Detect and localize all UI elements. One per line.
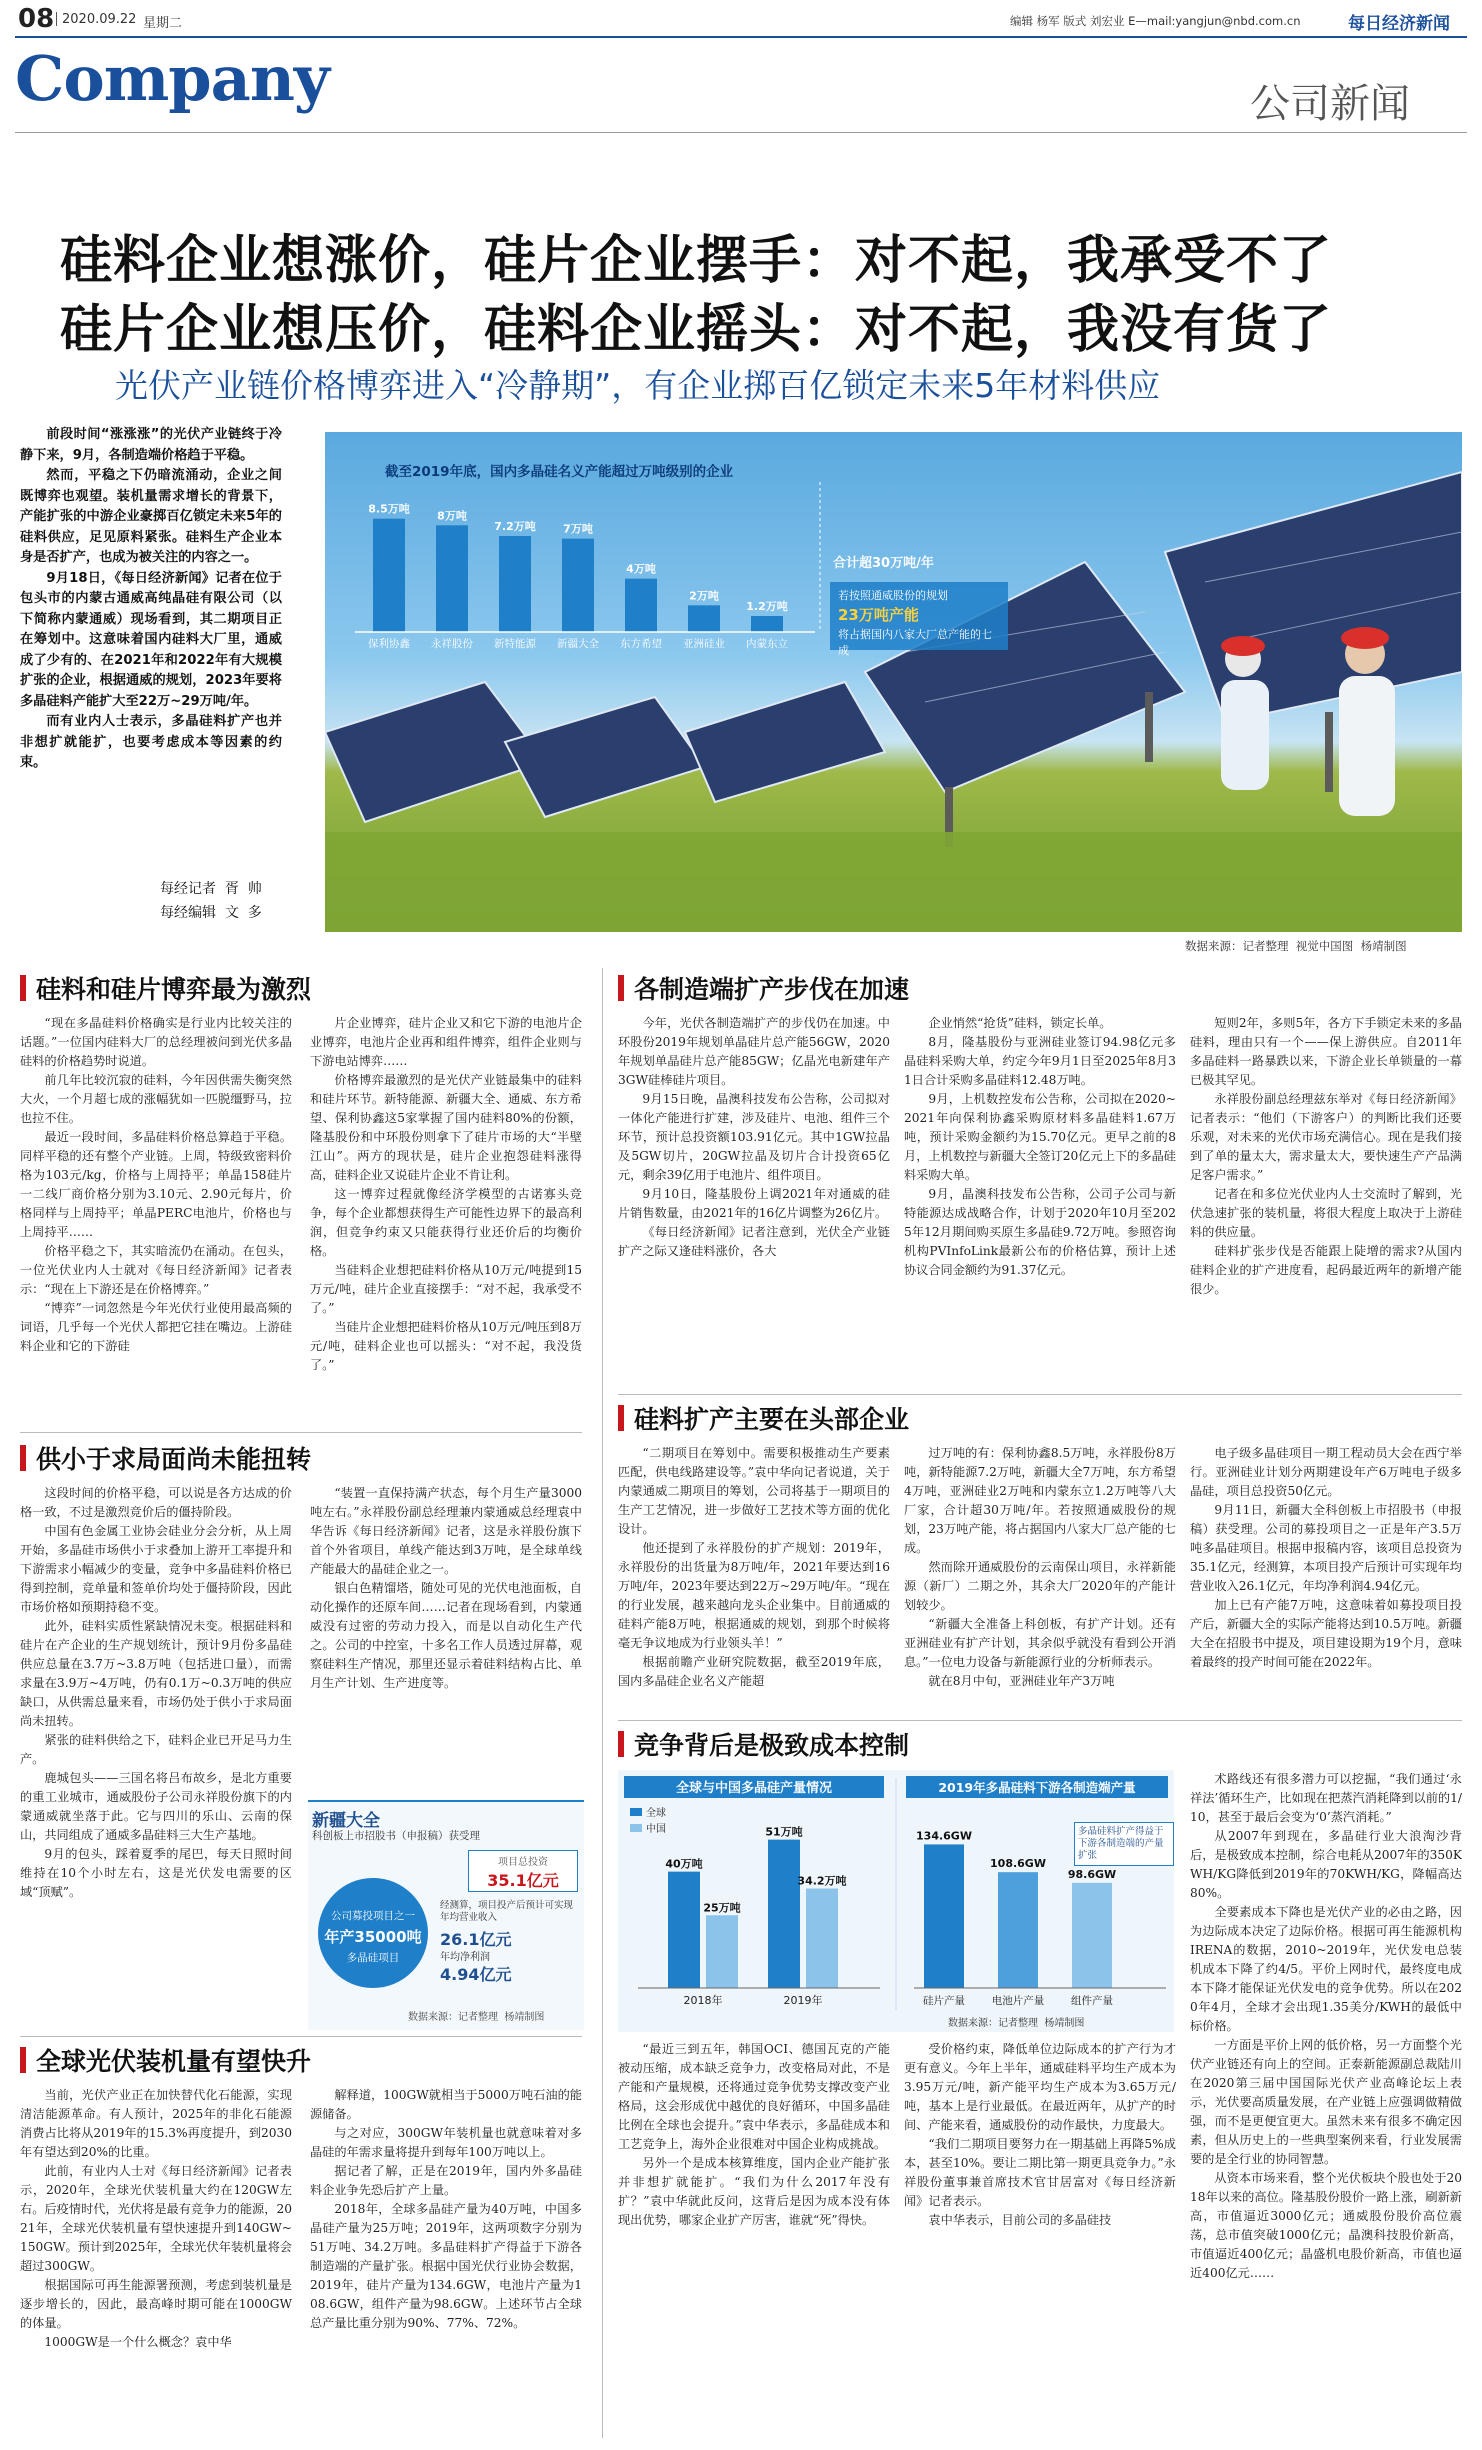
xinjiang-profit-label: 年均净利润 — [440, 1952, 490, 1963]
xinjiang-circle — [318, 1878, 428, 1988]
heading-marker — [618, 975, 624, 1001]
headline-subtitle: 光伏产业链价格博弈进入“冷静期”，有企业掷百亿锁定未来5年材料供应 — [115, 366, 1161, 405]
article-paragraph: “博弈”一词忽然是今年光伏行业使用最高频的词语，几乎每一个光伏人都把它挂在嘴边。上游硅料企业和它的下游硅 — [20, 1301, 292, 1353]
article-paragraph: 9月11日，新疆大全科创板上市招股书（申报稿）获受理。公司的募投项目之一正是年产3.5万吨多晶硅项目。根据申报稿内容，该项目总投资为35.1亿元，经测算，本项目投产后预计可实现年均营业收入26.1亿元，年均净利润4.94亿元。 — [1190, 1503, 1462, 1593]
legend-swatch-china — [630, 1824, 642, 1832]
article-paragraph: 当前，光伏产业正在加快替代化石能源，实现清洁能源革命。有人预计，2025年的非化石能源消费占比将从2019年的15.3%再度提升，到2030年有望达到20%的比重。 — [20, 2088, 292, 2159]
top-chart-plan-line3: 将占据国内八家大厂总产能的七成 — [838, 628, 992, 657]
article-paragraph: 全要素成本下降也是光伏产业的必由之路，因为边际成本决定了边际价格。根据可再生能源机构IRENA的数据，2010~2019年，光伏发电总装机成本下降了约4/5。平价上网时代，最终度电成本下降才能保证光伏发电的竞争优势。所以在2020年4月，全球才会出现1.35美分/KWH的最低中标价格。 — [1190, 1905, 1462, 2033]
chart2-bar — [998, 1872, 1038, 1988]
xinjiang-circle-value: 年产35000吨 — [324, 1928, 422, 1946]
top-chart-total-note: 合计超30万吨/年 — [833, 556, 934, 571]
bottom-charts-panel — [618, 1770, 1174, 2032]
article-paragraph: 从资本市场来看，整个光伏板块个股也处于2018年以来的高位。隆基股份股价一路上涨，刷新新高，市值逼近3000亿元；通威股份股价高位震荡，总市值突破1000亿元；晶澳科技股价新高，市值逼近400亿元；晶盛机电股价新高，市值也逼近400亿元…… — [1190, 2171, 1462, 2280]
top-chart-bar — [499, 536, 531, 632]
xinjiang-subtitle: 科创板上市招股书（申报稿）获受理 — [312, 1830, 480, 1842]
top-chart-category-label: 内蒙东立 — [746, 638, 788, 650]
article-paragraph: 9月，晶澳科技发布公告称，公司子公司与新特能源达成战略合作，计划于2020年10月至2025年12月期间购买原生多晶硅9.72万吨。参照咨询机构PVInfoLink最新公布的价格估算，预计上述协议合同金额约为91.37亿元。 — [904, 1187, 1176, 1277]
xinjiang-profit-value: 4.94亿元 — [440, 1965, 512, 1984]
xinjiang-revenue-label: 经测算，项目投产后预计可实现年均营业收入 — [440, 1900, 574, 1923]
xinjiang-title: 新疆大全 — [312, 1811, 380, 1831]
article-paragraph: 9月的包头，踩着夏季的尾巴，每天日照时间维持在10个小时左右，这是光伏发电需要的区域“顶赋”。 — [20, 1847, 292, 1899]
article-column-2 — [310, 1014, 582, 1422]
article-column-5 — [1190, 1014, 1462, 1384]
article-paragraph: 价格博弈最激烈的是光伏产业链最集中的硅料和硅片环节。新特能源、新疆大全、通威、东方希望、保利协鑫这5家掌握了国内硅料80%的份额，隆基股份和中环股份则拿下了硅片市场的大“半壁江山”。两方的现状是，硅片企业抱怨硅料涨得高，硅料企业又说硅片企业不肯让利。 — [310, 1073, 582, 1182]
top-chart-bar — [562, 539, 594, 632]
article-paragraph: 根据前瞻产业研究院数据，截至2019年底，国内多晶硅企业名义产能超 — [618, 1655, 890, 1688]
top-chart-category-label: 新特能源 — [494, 638, 536, 650]
bottom-charts-note: 多晶硅料扩产得益于下游各制造端的产量扩张 — [1074, 1822, 1174, 1866]
headline-line-2: 硅片企业想压价，硅料企业摇头：对不起，我没有货了 — [60, 300, 1333, 360]
bottom-charts-source: 数据来源：记者整理 杨靖制图 — [948, 2018, 1085, 2029]
article-paragraph: 记者在和多位光伏业内人士交流时了解到，光伏急速扩张的装机量，将很大程度上取决于上游硅料的供应量。 — [1190, 1187, 1462, 1239]
article-paragraph: 电子级多晶硅项目一期工程动员大会在西宁举行。亚洲硅业计划分两期建设年产6万吨电子级多晶硅，项目总投资50亿元。 — [1190, 1446, 1462, 1498]
top-chart-bar — [373, 519, 405, 632]
xinjiang-invest-box — [468, 1850, 578, 1892]
article-paragraph: 一方面是平价上网的低价格，另一方面整个光伏产业链还有向上的空间。正泰新能源副总裁陆川在2020第三届中国国际光伏产业高峰论坛上表示，光伏要高质量发展，在产业链上应强调做精做强，而不是更便宜更大。虽然未来有很多不确定因素，但从历史上的一些典型案例来看，行业发展需要的是全行业的协同智慧。 — [1190, 2038, 1462, 2166]
article-paragraph: 鹿城包头——三国名将吕布故乡，是北方重要的重工业城市，通威股份子公司永祥股份旗下的内蒙通威就坐落于此。它与四川的乐山、云南的保山，共同组成了通威多晶硅料三大生产基地。 — [20, 1771, 292, 1842]
lead-text — [20, 425, 282, 774]
top-chart-category-label: 亚洲硅业 — [683, 638, 725, 650]
section-title: 各制造端扩产步伐在加速 — [634, 975, 910, 1004]
lead-paragraph: 前段时间“涨涨涨”的光伏产业链终于冷静下来，9月，各制造端价格趋于平稳。 — [20, 427, 282, 463]
article-paragraph: 短则2年，多则5年，各方下手锁定未来的多晶硅料，理由只有一个——保上游供应。自2011年多晶硅料一路暴跌以来，下游企业长单锁量的一幕已极其罕见。 — [1190, 1016, 1462, 1087]
article-paragraph: 最近一段时间，多晶硅料价格总算趋于平稳。同样平稳的还有整个产业链。上周，特级致密料价格为103元/kg，价格与上周持平；单晶158硅片一二线厂商价格分别为3.10元、2.90元每片，价格同样与上周持平；单晶PERC电池片，价格也与上周持平…… — [20, 1130, 292, 1239]
chart1-value-label: 25万吨 — [703, 1901, 741, 1915]
chart2-bar — [924, 1844, 964, 1988]
article-paragraph: 中国有色金属工业协会硅业分会分析，从上周开始，多晶硅市场供小于求叠加上游开工率提升和下游需求小幅减少的变量，竞争中多晶硅料价格已得到控制，竞单量和签单价均处于僵持阶段，因此市场价格如预期持稳不变。 — [20, 1524, 292, 1614]
lead-paragraph: 然而，平稳之下仍暗流涌动，企业之间既博弈也观望。装机量需求增长的背景下，产能扩张的中游企业豪掷百亿锁定未来5年的硅料供应，足见原料紧张。硅料生产企业本身是否扩产，也成为被关注的内容之一。 — [20, 468, 282, 565]
article-paragraph: 受价格约束，降低单位边际成本的扩产行为才更有意义。今年上半年，通威硅料平均生产成本为3.95万元/吨，新产能平均生产成本为3.65万元/吨，基本上是行业最低。在最近两年，从扩产的时间、产能来看，通威股份的动作最快，力度最大。 — [904, 2042, 1176, 2132]
chart2-value-label: 98.6GW — [1067, 1867, 1117, 1881]
top-chart-plan-line1: 若按照通威股份的规划 — [838, 589, 948, 602]
top-chart-value-label: 1.2万吨 — [746, 600, 788, 613]
row-divider — [618, 1720, 1462, 1721]
article-paragraph: 过万吨的有：保利协鑫8.5万吨，永祥股份8万吨，新特能源7.2万吨，新疆大全7万吨，东方希望4万吨，亚洲硅业2万吨和内蒙东立1.2万吨等八大厂家，合计超30万吨/年。若按照通威股份的规划，23万吨产能，将占据国内八家大厂总产能的七成。 — [904, 1446, 1176, 1555]
top-chart-value-label: 2万吨 — [689, 589, 719, 603]
top-chart-value-label: 4万吨 — [626, 562, 656, 576]
chart1-bar — [806, 1889, 838, 1988]
header-editors: 编辑 杨军 版式 刘宏业 E—mail:yangjun@nbd.com.cn — [1010, 14, 1301, 28]
chart1-bar — [768, 1840, 800, 1988]
article-column-8 — [618, 1444, 890, 1710]
article-column-9 — [904, 1444, 1176, 1710]
article-paragraph: 企业悄然“抢货”硅料，锁定长单。 — [928, 1016, 1112, 1030]
legend-label: 中国 — [646, 1824, 666, 1835]
section-heading-4 — [20, 1440, 311, 1476]
article-paragraph: 这段时间的价格平稳，可以说是各方达成的价格一致，不过是激烈竞价后的僵持阶段。 — [20, 1486, 292, 1519]
heading-marker — [20, 2047, 26, 2073]
section-heading-3 — [618, 1400, 909, 1436]
page-header — [0, 0, 1482, 40]
masthead: 每日经济新闻 — [1348, 14, 1450, 34]
article-column-13 — [618, 2040, 890, 2438]
page-number: 08 — [18, 4, 55, 34]
heading-marker — [20, 1445, 26, 1471]
top-chart-bar — [625, 579, 657, 632]
row-divider — [20, 1432, 582, 1433]
top-chart-bar — [751, 616, 783, 632]
section-title-en: Company — [15, 42, 329, 115]
top-chart-plan-line2: 23万吨产能 — [838, 606, 919, 624]
xinjiang-invest-value: 35.1亿元 — [487, 1871, 559, 1890]
section-heading-2 — [618, 970, 909, 1006]
article-paragraph: 1000GW是一个什么概念？袁中华 — [44, 2335, 232, 2349]
chart1-title: 全球与中国多晶硅产量情况 — [675, 1781, 833, 1796]
column-divider — [602, 968, 603, 2438]
top-chart-category-label: 保利协鑫 — [368, 638, 410, 650]
xinjiang-circle-project: 多晶硅项目 — [346, 1952, 400, 1964]
article-paragraph: 当硅片企业想把硅料价格从10万元/吨压到8万元/吨，硅料企业也可以摇头：“对不起，我没货了。” — [310, 1320, 582, 1372]
article-paragraph: 根据国际可再生能源署预测，考虑到装机量是逐步增长的，因此，最高峰时期可能在1000GW的体量。 — [20, 2278, 292, 2330]
section-title: 硅料扩产主要在头部企业 — [634, 1405, 910, 1434]
chart2-bar — [1072, 1883, 1112, 1988]
lead-paragraph: 而有业内人士表示，多晶硅料扩产也并非想扩就能扩，也要考虑成本等因素的约束。 — [20, 714, 282, 770]
section-title: 全球光伏装机量有望快升 — [36, 2047, 312, 2076]
headline-line-1: 硅料企业想涨价，硅片企业摆手：对不起，我承受不了 — [60, 231, 1333, 291]
xinjiang-invest-label: 项目总投资 — [498, 1857, 548, 1868]
chart1-bar — [706, 1915, 738, 1988]
header-rule — [15, 36, 1467, 38]
lead-paragraph: 9月18日，《每日经济新闻》记者在位于包头市的内蒙古通威高纯晶硅有限公司（以下简称内蒙通威）现场看到，其二期项目正在筹划中。这意味着国内硅料大厂里，通威成了少有的、在2021年和2022年有大规模扩张的企业，根据通威的规划，2023年要将多晶硅料产能扩大至22万~29万吨/年。 — [20, 570, 282, 709]
article-paragraph: 今年，光伏各制造端扩产的步伐仍在加速。中环股份2019年规划单晶硅片总产能56GW，2020年规划单晶硅片总产能85GW；亿晶光电新建年产3GW硅棒硅片项目。 — [618, 1016, 890, 1087]
article-column-12 — [310, 2086, 582, 2436]
section-rule — [15, 132, 1467, 133]
article-paragraph: 当硅料企业想把硅料价格从10万元/吨提到15万元/吨，硅片企业直接摆手：“对不起，我承受不了。” — [310, 1263, 582, 1315]
article-paragraph: 袁中华表示，目前公司的多晶硅技 — [928, 2213, 1112, 2227]
article-paragraph: 此外，硅料实质性紧缺情况未变。根据硅料和硅片在产企业的生产规划统计，预计9月份多晶硅供应总量在3.7万~3.8万吨（包括进口量），而需求量在3.9万~4万吨，仍有0.1万~0.3万吨的供应缺口，从供需总量来看，市场仍处于供小于求局面尚未扭转。 — [20, 1619, 292, 1728]
chart2-value-label: 108.6GW — [990, 1857, 1046, 1871]
header-weekday: 星期二 — [143, 16, 183, 31]
byline-reporter: 每经记者 胥 帅 — [160, 881, 262, 897]
article-paragraph: 价格平稳之下，其实暗流仍在涌动。在包头，一位光伏业内人士就对《每日经济新闻》记者表示：“现在上下游还是在价格博弈。” — [20, 1244, 292, 1296]
header-divider-mark — [56, 12, 57, 26]
chart2-value-label: 134.6GW — [916, 1829, 972, 1843]
byline-editor: 每经编辑 文 多 — [160, 905, 262, 921]
article-column-1 — [20, 1014, 292, 1422]
article-paragraph: 术路线还有很多潜力可以挖掘，“我们通过‘永祥法’循环生产，比如现在把蒸汽消耗降到以前的1/10，甚至于最后会变为‘0’蒸汽消耗。” — [1190, 1772, 1462, 1824]
heading-marker — [20, 975, 26, 1001]
chart2-title: 2019年多晶硅料下游各制造端产量 — [938, 1780, 1136, 1795]
chart1-category-label: 2019年 — [783, 1994, 823, 2007]
xinjiang-daqo-infographic — [308, 1800, 584, 2030]
article-paragraph: “新疆大全准备上科创板，有扩产计划。还有亚洲硅业有扩产计划，其余似乎就没有看到公开消息。”一位电力设备与新能源行业的分析师表示。 — [904, 1617, 1176, 1669]
article-paragraph: 2018年，全球多晶硅产量为40万吨，中国多晶硅产量为25万吨；2019年，这两项数字分别为51万吨、34.2万吨。多晶硅料扩产得益于下游各制造端的产量扩张。根据中国光伏行业协会数据，2019年，硅片产量为134.6GW，电池片产量为108.6GW，组件产量为98.6GW。上述环节占全球总产量比重分别为90%、77%、72%。 — [310, 2202, 582, 2330]
article-paragraph: 8月，隆基股份与亚洲硅业签订94.98亿元多晶硅料采购大单，约定今年9月1日至2025年8月31日合计采购多晶硅料12.48万吨。 — [904, 1035, 1176, 1087]
section-heading-6 — [20, 2042, 311, 2078]
chart1-value-label: 51万吨 — [765, 1825, 803, 1839]
chart1-bar — [668, 1872, 700, 1988]
top-chart-category-label: 永祥股份 — [431, 638, 473, 650]
article-paragraph: “最近三到五年，韩国OCI、德国瓦克的产能被动压缩，成本缺乏竞争力，改变格局对此，不是产能和产量规模，还将通过竞争优势支撑改变产业格局，这会形成优中越优的良好循环，中国多晶硅比例在全球也会提升。”袁中华表示，多晶硅成本和工艺竞争上，海外企业很难对中国企业构成挑战。 — [618, 2042, 890, 2151]
article-paragraph: 紧张的硅料供给之下，硅料企业已开足马力生产。 — [20, 1733, 292, 1766]
article-column-7 — [310, 1484, 582, 1788]
heading-marker — [618, 1405, 624, 1431]
article-paragraph: 9月，上机数控发布公告称，公司拟在2020~2021年向保利协鑫采购原材料多晶硅料1.67万吨，预计采购金额约为15.70亿元。更早之前的8月，上机数控与新疆大全签订20亿元上下的多晶硅料采购大单。 — [904, 1092, 1176, 1182]
heading-marker — [618, 1731, 624, 1757]
top-chart-plan-box — [830, 582, 1008, 657]
article-paragraph: 片企业博弈，硅片企业又和它下游的电池片企业博弈，电池片企业再和组件博弈，组件企业则与下游电站博弈…… — [310, 1016, 582, 1068]
article-paragraph: 从2007年到现在，多晶硅行业大浪淘沙背后，是极致成本控制，综合电耗从2007年的350KWH/KG降低到2019年的70KWH/KG，降幅高达80%。 — [1190, 1829, 1462, 1900]
chart2-category-label: 电池片产量 — [991, 1995, 1045, 2007]
xinjiang-circle-label: 公司募投项目之一 — [331, 1910, 415, 1922]
chart2-category-label: 组件产量 — [1071, 1995, 1113, 2007]
chart2-category-label: 硅片产量 — [923, 1995, 965, 2007]
article-paragraph: “我们二期项目要努力在一期基础上再降5%成本，甚至10%。要让二期比第一期更具竞争力。”永祥股份董事兼首席技术官甘居富对《每日经济新闻》记者表示。 — [904, 2137, 1176, 2208]
article-paragraph: 永祥股份副总经理兹东举对《每日经济新闻》记者表示：“他们（下游客户）的判断比我们还要乐观，对未来的光伏市场充满信心。现在是我们接到了单的量太大，需求量太大，要快速生产产品满足客户需求。” — [1190, 1092, 1462, 1182]
section-title: 硅料和硅片博弈最为激烈 — [36, 975, 312, 1004]
chart1-category-label: 2018年 — [683, 1994, 723, 2007]
article-paragraph: 与之对应，300GW年装机量也就意味着对多晶硅的年需求量将提升到每年100万吨以上。 — [310, 2126, 582, 2159]
article-column-6 — [20, 1484, 292, 2022]
article-paragraph: 这一博弈过程就像经济学模型的古诺寡头竞争，每个企业都想获得生产可能性边界下的最高利润，但竞争约束又只能获得行业还价后的均衡价格。 — [310, 1187, 582, 1258]
article-column-14 — [904, 2040, 1176, 2438]
xinjiang-source: 数据来源：记者整理 杨靖制图 — [408, 2012, 545, 2023]
article-column-15 — [1190, 1770, 1462, 2438]
section-title: 供小于求局面尚未能扭转 — [36, 1445, 312, 1474]
top-chart-bar — [688, 605, 720, 632]
top-chart-title: 截至2019年底，国内多晶硅名义产能超过万吨级别的企业 — [385, 464, 734, 480]
article-paragraph: 《每日经济新闻》记者注意到，光伏全产业链扩产之际又逢硅料涨价，各大 — [618, 1225, 890, 1258]
article-column-11 — [20, 2086, 292, 2436]
section-heading-1 — [20, 970, 311, 1006]
top-chart-value-label: 7万吨 — [563, 522, 593, 536]
article-paragraph: 此前，有业内人士对《每日经济新闻》记者表示，2020年，全球光伏装机量大约在120GW左右。后疫情时代，光伏将是最有竞争力的能源，2021年，全球光伏装机量有望快速提升到140GW~150GW。预计到2025年，全球光伏年装机量将会超过300GW。 — [20, 2164, 292, 2273]
top-chart-bar — [436, 525, 468, 632]
legend-swatch-global — [630, 1808, 642, 1816]
section-title-cn: 公司新闻 — [1250, 81, 1410, 127]
section-heading-5 — [618, 1726, 909, 1762]
article-paragraph: 9月10日，隆基股份上调2021年对通威的硅片销售数量，由2021年的16亿片调整为26亿片。 — [618, 1187, 890, 1220]
article-paragraph: “现在多晶硅料价格确实是行业内比较关注的话题。”一位国内硅料大厂的总经理被问到光伏多晶硅料的价格趋势时说道。 — [20, 1016, 292, 1068]
row-divider — [618, 1394, 1462, 1395]
article-paragraph: “二期项目在筹划中。需要积极推动生产要素匹配，供电线路建设等。”袁中华向记者说道，关于内蒙通威二期项目的筹划，公司将基于一期项目的生产工艺情况，进一步做好工艺技术等方面的优化设计。 — [618, 1446, 890, 1536]
article-paragraph: 解释道，100GW就相当于5000万吨石油的能源储备。 — [310, 2088, 582, 2121]
article-column-3 — [618, 1014, 890, 1384]
article-paragraph: 另外一个是成本核算维度，国内企业产能扩张并非想扩就能扩。“我们为什么2017年没有扩？”袁中华就此反问，这背后是因为成本没有体现出优势，哪家企业扩产厉害，谁就“死”得快。 — [618, 2156, 890, 2227]
row-divider — [20, 2036, 582, 2037]
article-paragraph: 他还提到了永祥股份的扩产规划：2019年，永祥股份的出货量为8万吨/年，2021年要达到16万吨/年，2023年要达到22万~29万吨/年。“现在的行业发展，越来越向龙头企业集中。目前通威的硅料产能8万吨，根据通威的规划，到那个时候将毫无争议地成为行业领头羊！” — [618, 1541, 890, 1650]
header-date: 2020.09.22 — [62, 12, 137, 27]
chart1-value-label: 40万吨 — [665, 1857, 703, 1871]
top-chart-value-label: 8.5万吨 — [368, 502, 410, 516]
article-paragraph: 9月15日晚，晶澳科技发布公告称，公司拟对一体化产能进行扩建，涉及硅片、电池、组件三个环节，预计总投资额103.91亿元。其中1GW拉晶及5GW切片，20GW拉晶及切片合计投资65亿元，剩余39亿用于电池片、组件项目。 — [618, 1092, 890, 1182]
top-chart-value-label: 8万吨 — [437, 509, 467, 523]
article-column-10 — [1190, 1444, 1462, 1710]
article-paragraph: 就在8月中旬，亚洲硅业年产3万吨 — [928, 1674, 1115, 1688]
article-paragraph: 加上已有产能7万吨，这意味着如募投项目投产后，新疆大全的实际产能将达到10.5万吨。新疆大全在招股书中提及，项目建设期为19个月，意味着最终的投产时间可能在2022年。 — [1190, 1598, 1462, 1669]
article-column-4 — [904, 1014, 1176, 1384]
top-chart-value-label: 7.2万吨 — [494, 520, 536, 533]
chart1-value-label: 34.2万吨 — [797, 1874, 847, 1888]
photo-caption: 数据来源：记者整理 视觉中国图 杨靖制图 — [1185, 939, 1407, 953]
legend-label: 全球 — [646, 1808, 666, 1819]
top-chart-category-label: 东方希望 — [620, 638, 662, 650]
bottom-charts — [618, 1770, 1174, 2032]
solar-photo — [325, 432, 1462, 932]
article-paragraph: “装置一直保持满产状态，每个月生产量3000吨左右。”永祥股份副总经理兼内蒙通威总经理袁中华告诉《每日经济新闻》记者，这是永祥股份旗下首个外省项目，单线产能达到3万吨，是全球单线产能最大的晶硅企业之一。 — [310, 1486, 582, 1576]
xinjiang-revenue-value: 26.1亿元 — [440, 1930, 512, 1949]
article-paragraph: 银白色精馏塔，随处可见的光伏电池面板，自动化操作的还原车间……记者在现场看到，内蒙通威没有过密的劳动力投入，而是以自动化生产代之。公司的中控室，十多名工作人员透过屏幕，观察硅料生产情况，那里还显示着硅料结构占比、单月生产计划、生产进度等。 — [310, 1581, 582, 1690]
top-chart-category-label: 新疆大全 — [557, 638, 599, 650]
article-paragraph: 硅料扩张步伐是否能跟上陡增的需求?从国内硅料企业的扩产进度看，起码最近两年的新增产能很少。 — [1190, 1244, 1462, 1296]
article-paragraph: 前几年比较沉寂的硅料，今年因供需失衡突然大火，一个月超七成的涨幅犹如一匹脱缰野马，拉也拉不住。 — [20, 1073, 292, 1125]
section-title: 竞争背后是极致成本控制 — [634, 1731, 910, 1760]
article-paragraph: 据记者了解，正是在2019年，国内外多晶硅料企业争先恐后扩产上量。 — [310, 2164, 582, 2197]
article-paragraph: 然而除开通威股份的云南保山项目，永祥新能源（新厂）二期之外，其余大厂2020年的产能计划较少。 — [904, 1560, 1176, 1612]
